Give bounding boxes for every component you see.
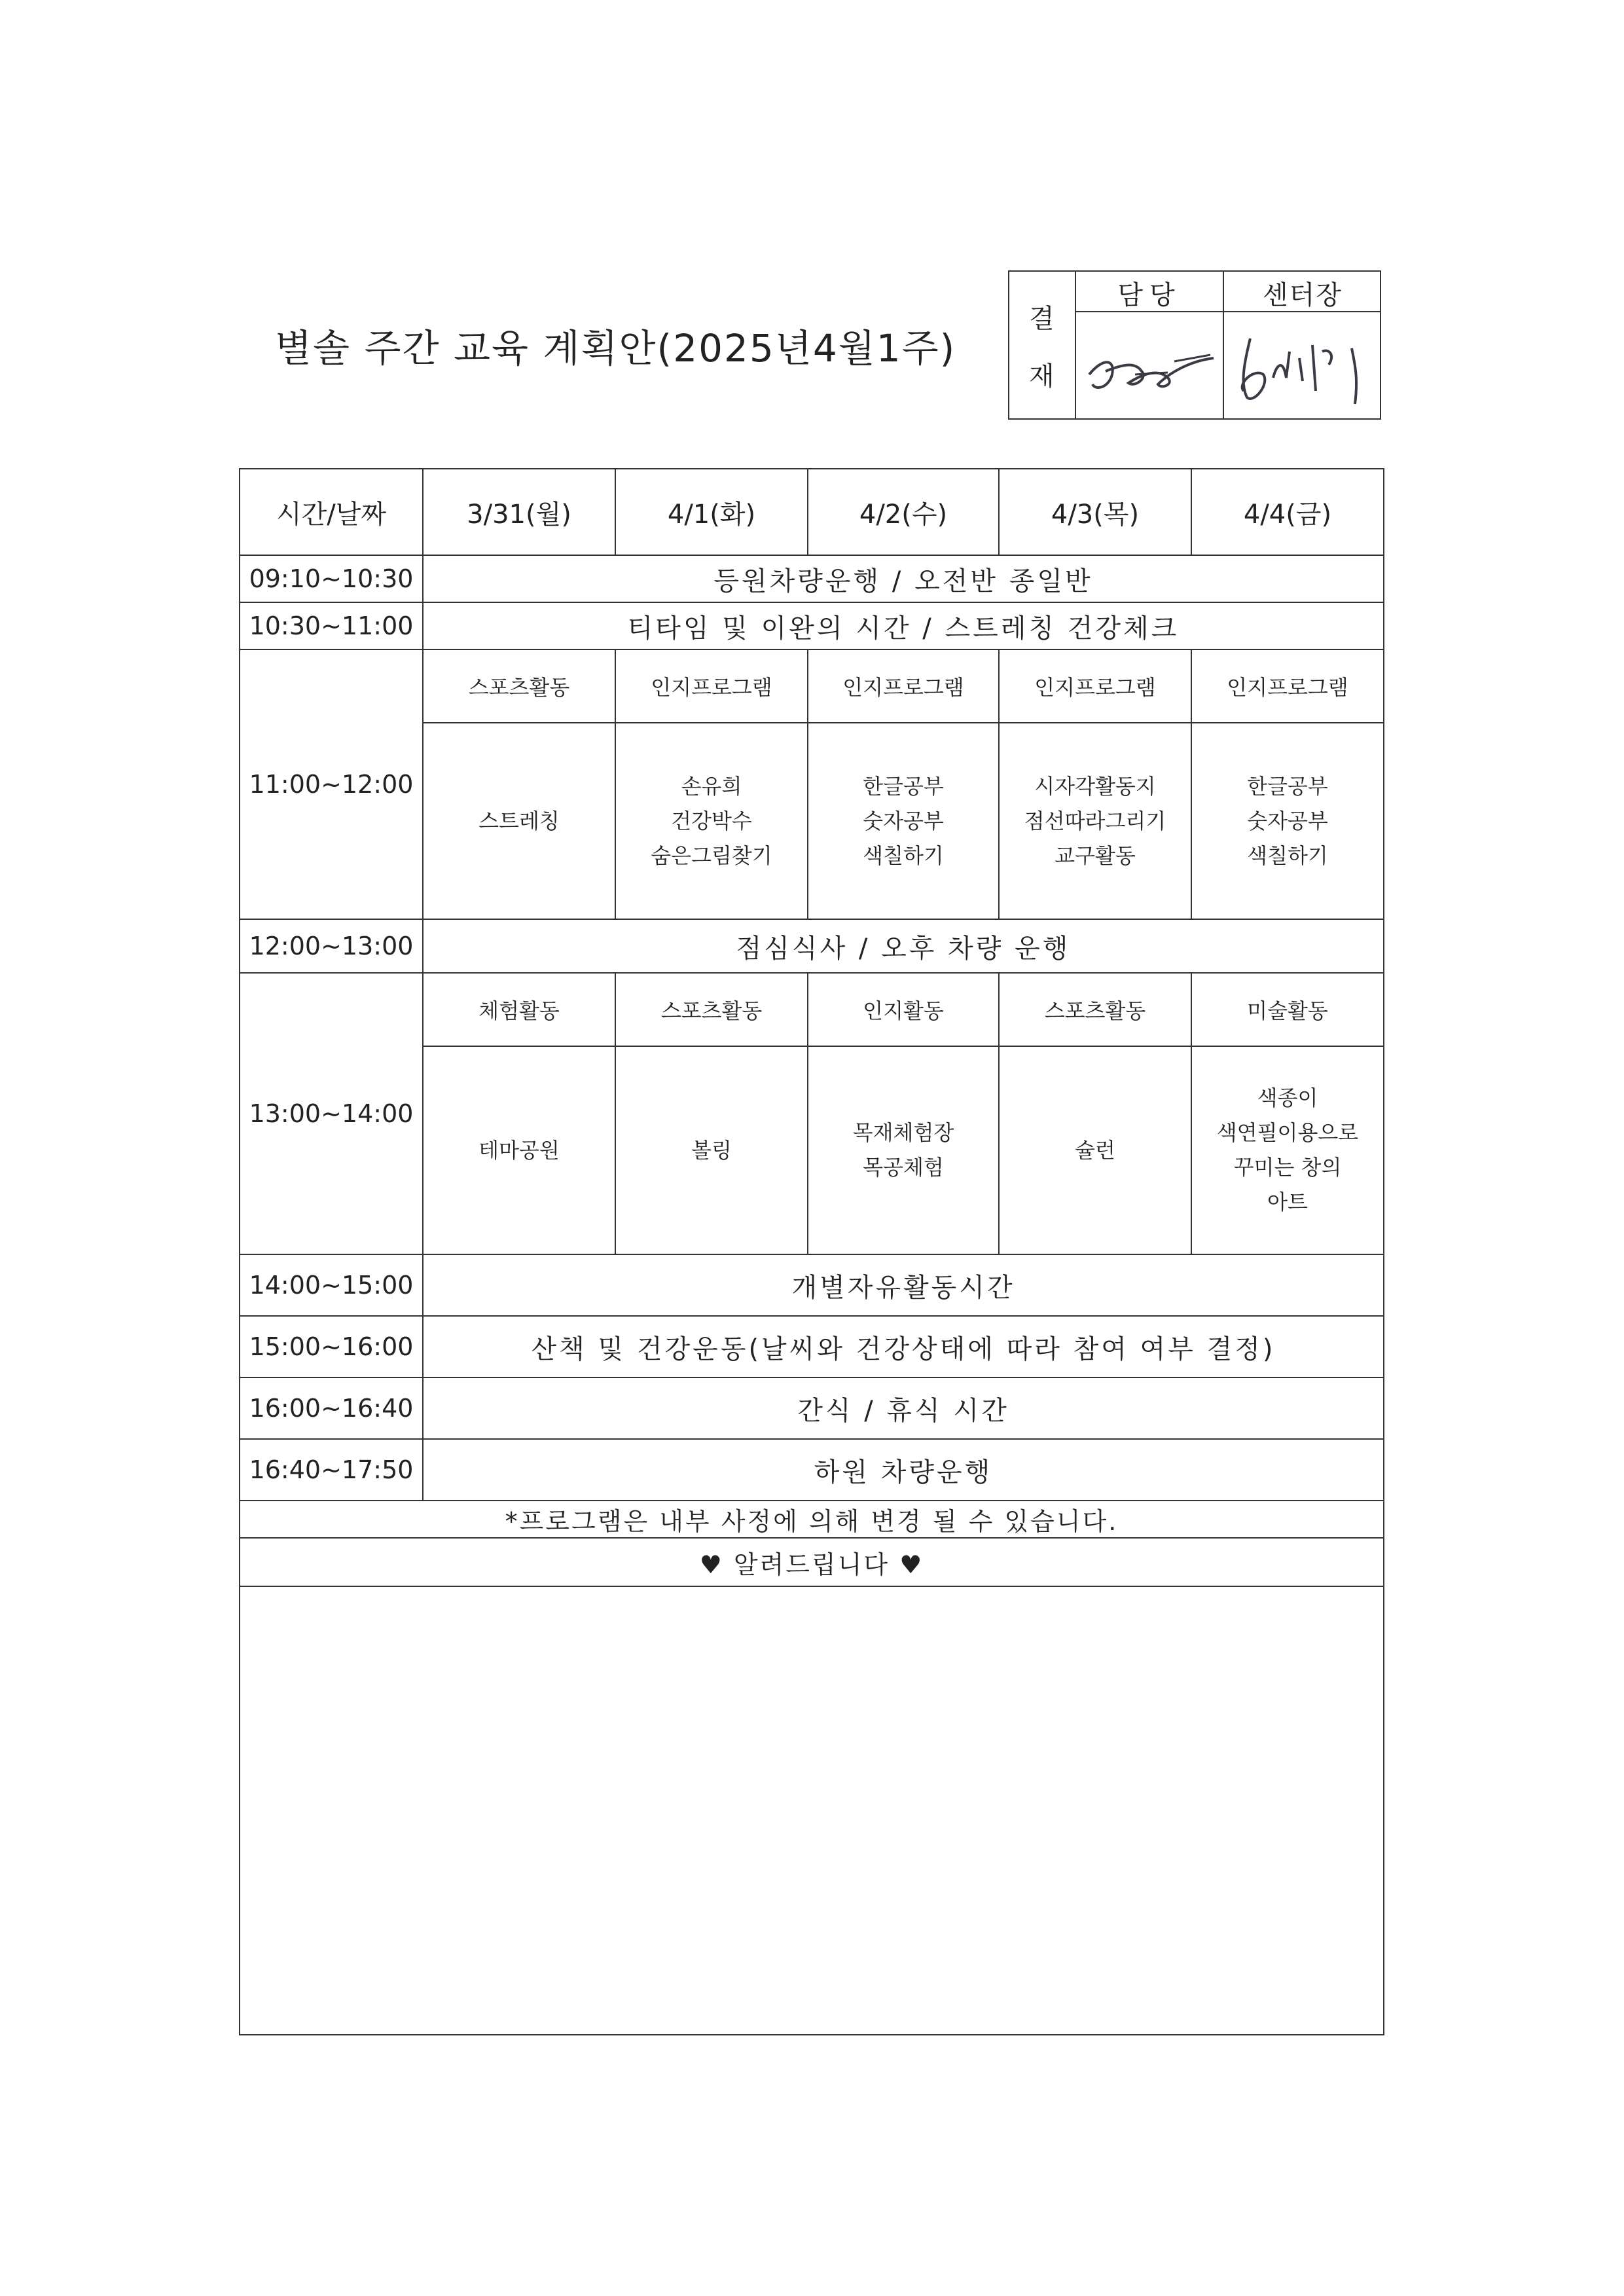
- schedule-item: 티타임 및 이완의 시간 / 스트레칭 건강체크: [423, 602, 1384, 649]
- header-day-fri: 4/4(금): [1191, 469, 1384, 555]
- approval-label-top: 결: [1029, 304, 1055, 334]
- header-row: [240, 469, 1384, 555]
- approval-col-director: 센터장: [1263, 280, 1343, 310]
- notice-body: [240, 1586, 1384, 2035]
- heart-icon: ♥: [699, 1550, 724, 1579]
- heart-icon: ♥: [899, 1550, 924, 1579]
- header-day-mon: 3/31(월): [423, 469, 615, 555]
- category-row: [240, 973, 1384, 1046]
- header-day-thu: 4/3(목): [999, 469, 1191, 555]
- schedule-table: [239, 468, 1384, 2035]
- category-cell: 인지프로그램: [808, 649, 999, 723]
- time-cell: 13:00~14:00: [240, 973, 423, 1254]
- header-time-date: 시간/날짜: [240, 469, 423, 555]
- time-cell: 15:00~16:00: [240, 1316, 423, 1377]
- category-cell: 미술활동: [1191, 973, 1384, 1046]
- table-row: [240, 1377, 1384, 1439]
- table-row: [240, 555, 1384, 602]
- category-row: [240, 649, 1384, 723]
- category-cell: 스포츠활동: [615, 973, 808, 1046]
- notice-title: 알려드립니다: [733, 1550, 890, 1579]
- table-row: [240, 1439, 1384, 1501]
- activity-cell: 한글공부 숫자공부 색칠하기: [1191, 723, 1384, 919]
- activity-cell: 슐런: [999, 1046, 1191, 1254]
- schedule-item: 산책 및 건강운동(날씨와 건강상태에 따라 참여 여부 결정): [423, 1316, 1384, 1377]
- time-cell: 16:00~16:40: [240, 1377, 423, 1439]
- approval-col-manager: 담당: [1117, 280, 1182, 310]
- schedule-item: 하원 차량운행: [423, 1439, 1384, 1501]
- table-row: [240, 1316, 1384, 1377]
- activity-cell: 목재체험장 목공체험: [808, 1046, 999, 1254]
- table-row: [240, 919, 1384, 973]
- category-cell: 체험활동: [423, 973, 615, 1046]
- manager-signature: [1076, 312, 1223, 418]
- activity-cell: 볼링: [615, 1046, 808, 1254]
- header-day-wed: 4/2(수): [808, 469, 999, 555]
- category-cell: 인지프로그램: [999, 649, 1191, 723]
- schedule-item: 개별자유활동시간: [423, 1254, 1384, 1316]
- time-cell: 09:10~10:30: [240, 555, 423, 602]
- activity-cell: 시자각활동지 점선따라그리기 교구활동: [999, 723, 1191, 919]
- approval-box: [1008, 270, 1381, 420]
- notice-body-row: [240, 1586, 1384, 2035]
- category-cell: 스포츠활동: [999, 973, 1191, 1046]
- schedule-item: 등원차량운행 / 오전반 종일반: [423, 555, 1384, 602]
- page-title: 별솔 주간 교육 계획안(2025년4월1주): [275, 326, 956, 371]
- activity-cell: 손유희 건강박수 숨은그림찾기: [615, 723, 808, 919]
- category-cell: 스포츠활동: [423, 649, 615, 723]
- director-signature: [1224, 312, 1381, 418]
- activity-cell: 한글공부 숫자공부 색칠하기: [808, 723, 999, 919]
- notice-title-row: [240, 1538, 1384, 1586]
- table-row: [240, 1254, 1384, 1316]
- category-cell: 인지프로그램: [615, 649, 808, 723]
- activity-cell: 테마공원: [423, 1046, 615, 1254]
- notice-title-cell: [240, 1538, 1384, 1586]
- schedule-item: 점심식사 / 오후 차량 운행: [423, 919, 1384, 973]
- time-cell: 14:00~15:00: [240, 1254, 423, 1316]
- table-row: [240, 602, 1384, 649]
- time-cell: 12:00~13:00: [240, 919, 423, 973]
- change-note: *프로그램은 내부 사정에 의해 변경 될 수 있습니다.: [240, 1501, 1384, 1538]
- category-cell: 인지프로그램: [1191, 649, 1384, 723]
- note-row: [240, 1501, 1384, 1538]
- category-cell: 인지활동: [808, 973, 999, 1046]
- approval-label-bottom: 재: [1029, 361, 1055, 392]
- header-day-tue: 4/1(화): [615, 469, 808, 555]
- activity-cell: 색종이 색연필이용으로 꾸미는 창의 아트: [1191, 1046, 1384, 1254]
- time-cell: 16:40~17:50: [240, 1439, 423, 1501]
- time-cell: 10:30~11:00: [240, 602, 423, 649]
- activity-cell: 스트레칭: [423, 723, 615, 919]
- time-cell: 11:00~12:00: [240, 649, 423, 919]
- schedule-item: 간식 / 휴식 시간: [423, 1377, 1384, 1439]
